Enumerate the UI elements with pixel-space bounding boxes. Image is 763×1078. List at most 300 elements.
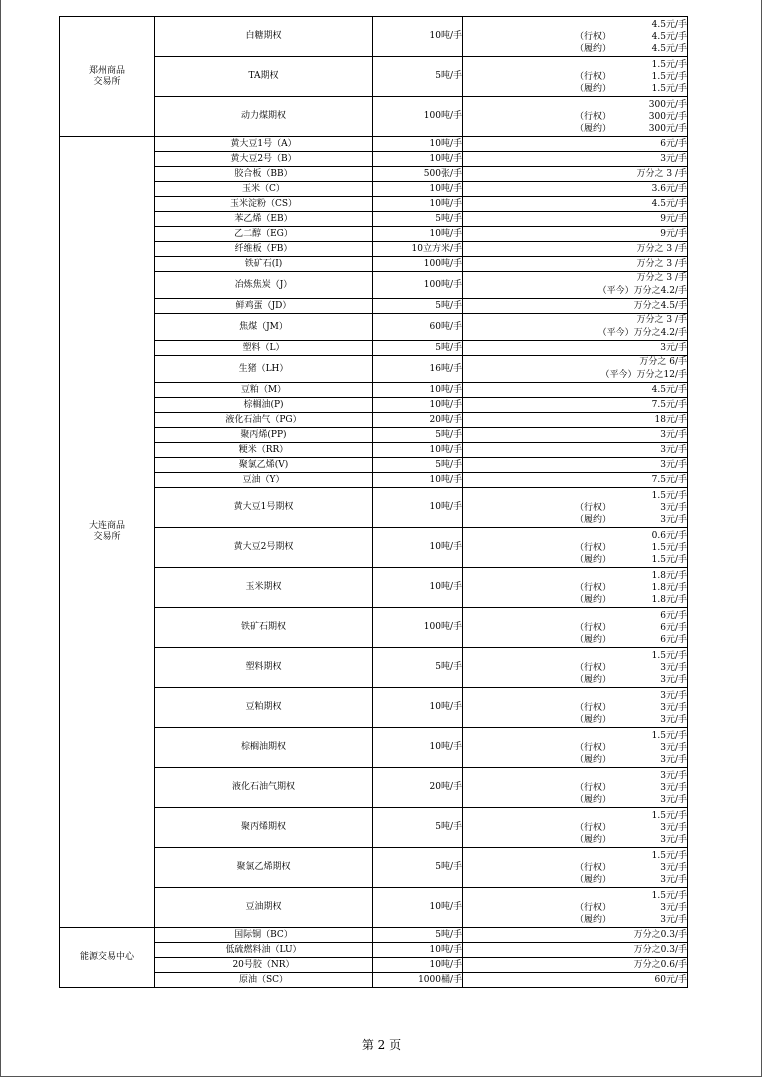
fee-line	[463, 730, 687, 742]
fee-line	[463, 702, 687, 714]
fee-value: 3元/手	[660, 343, 687, 353]
fee-value: 万分之0.6/手	[633, 960, 687, 970]
fee-line	[463, 754, 687, 766]
fee-value: 1.5元/手	[651, 730, 687, 741]
fee-cell	[463, 57, 688, 97]
fee-value: 3元/手	[660, 914, 687, 925]
fee-value: 18元/手	[654, 415, 687, 425]
trading-unit: 10吨/手	[373, 182, 463, 197]
product-name: 豆油（Y）	[155, 473, 373, 488]
trading-unit: 10立方米/手	[373, 242, 463, 257]
fee-type-label: （行权）	[575, 702, 612, 713]
table-row	[60, 958, 688, 973]
trading-unit: 10吨/手	[373, 488, 463, 528]
table-row	[60, 137, 688, 152]
exchange-name-line: 交易所	[93, 532, 121, 542]
fee-value: 6元/手	[660, 634, 687, 645]
fee-line	[463, 674, 687, 686]
fee-value: 300元/手	[648, 111, 687, 122]
fee-cell	[463, 928, 688, 943]
fee-value: 万分之4.5/手	[633, 301, 687, 311]
product-name: 国际铜（BC）	[155, 928, 373, 943]
fee-line	[463, 71, 687, 83]
fee-line	[463, 874, 687, 886]
fee-value: 万分之0.3/手	[633, 930, 687, 940]
fee-value: 6元/手	[660, 622, 687, 633]
fee-value: （平今）万分之4.2/手	[597, 286, 687, 296]
fee-line	[463, 43, 687, 55]
product-name: 动力煤期权	[155, 97, 373, 137]
fee-value: 1.5元/手	[651, 71, 687, 82]
product-name: 黄大豆2号期权	[155, 528, 373, 568]
fee-cell	[463, 608, 688, 648]
fee-value: 3元/手	[660, 674, 687, 685]
table-row	[60, 197, 688, 212]
fee-value: 3元/手	[660, 902, 687, 913]
fee-value: 1.5元/手	[651, 810, 687, 821]
product-name: 粳米（RR）	[155, 443, 373, 458]
exchange-name-line: 郑州商品	[88, 65, 125, 76]
fee-cell	[463, 768, 688, 808]
fee-cell	[463, 443, 688, 458]
trading-unit: 100吨/手	[373, 272, 463, 299]
fee-line	[463, 31, 687, 43]
fee-cell	[463, 728, 688, 768]
product-name: 黄大豆1号（A）	[155, 137, 373, 152]
trading-unit: 10吨/手	[373, 473, 463, 488]
fee-line	[463, 850, 687, 862]
fee-type-label: （履约）	[575, 634, 612, 645]
table-row	[60, 299, 688, 314]
fee-line	[463, 570, 687, 582]
fee-value: 4.5元/手	[651, 199, 687, 209]
product-name: 生猪（LH）	[155, 356, 373, 383]
product-name: 低硫燃料油（LU）	[155, 943, 373, 958]
table-row	[60, 973, 688, 988]
fee-value: 1.5元/手	[651, 542, 687, 553]
trading-unit: 5吨/手	[373, 212, 463, 227]
fee-cell	[463, 152, 688, 167]
fee-value: 6元/手	[660, 139, 687, 149]
trading-unit: 5吨/手	[373, 341, 463, 356]
fee-cell	[463, 528, 688, 568]
fee-value: 1.5元/手	[651, 554, 687, 565]
fee-type-label: （履约）	[575, 83, 612, 94]
product-name: 聚丙烯期权	[155, 808, 373, 848]
fee-value: 300元/手	[648, 123, 687, 134]
fee-value: 3元/手	[660, 874, 687, 885]
fee-cell	[463, 299, 688, 314]
fee-value: （平今）万分之4.2/手	[597, 328, 687, 338]
product-name: 鲜鸡蛋（JD）	[155, 299, 373, 314]
trading-unit: 10吨/手	[373, 227, 463, 242]
product-name: 玉米期权	[155, 568, 373, 608]
table-row	[60, 488, 688, 528]
fee-value: 3元/手	[660, 754, 687, 765]
trading-unit: 5吨/手	[373, 928, 463, 943]
fee-cell	[463, 17, 688, 57]
trading-unit: 5吨/手	[373, 428, 463, 443]
table-row	[60, 473, 688, 488]
trading-unit: 10吨/手	[373, 528, 463, 568]
fee-line	[463, 742, 687, 754]
trading-unit: 10吨/手	[373, 443, 463, 458]
table-row	[60, 528, 688, 568]
fee-cell	[463, 413, 688, 428]
fee-value: 1.5元/手	[651, 59, 687, 70]
fee-line	[463, 123, 687, 135]
table-row	[60, 688, 688, 728]
trading-unit: 10吨/手	[373, 197, 463, 212]
fee-line	[463, 514, 687, 526]
fee-line	[463, 714, 687, 726]
table-row	[60, 242, 688, 257]
product-name: 棕榈油期权	[155, 728, 373, 768]
product-name: 豆粕（M）	[155, 383, 373, 398]
trading-unit: 5吨/手	[373, 848, 463, 888]
trading-unit: 100吨/手	[373, 257, 463, 272]
table-row	[60, 356, 688, 383]
trading-unit: 5吨/手	[373, 57, 463, 97]
fee-cell	[463, 341, 688, 356]
fee-value: 1.5元/手	[651, 650, 687, 661]
product-name: TA期权	[155, 57, 373, 97]
product-name: 胶合板（BB）	[155, 167, 373, 182]
fee-value: 1.5元/手	[651, 490, 687, 501]
product-name: 铁矿石期权	[155, 608, 373, 648]
trading-unit: 10吨/手	[373, 888, 463, 928]
fee-table	[59, 16, 688, 988]
trading-unit: 20吨/手	[373, 413, 463, 428]
fee-line	[463, 530, 687, 542]
product-name: 豆油期权	[155, 888, 373, 928]
product-name: 黄大豆2号（B）	[155, 152, 373, 167]
fee-value: 万分之 3 /手	[636, 273, 687, 283]
table-row	[60, 458, 688, 473]
fee-cell	[463, 272, 688, 299]
table-row	[60, 314, 688, 341]
trading-unit: 500张/手	[373, 167, 463, 182]
fee-line	[463, 794, 687, 806]
fee-cell	[463, 257, 688, 272]
table-row	[60, 152, 688, 167]
table-row	[60, 768, 688, 808]
fee-value: 3元/手	[660, 794, 687, 805]
fee-value: 3元/手	[660, 862, 687, 873]
trading-unit: 5吨/手	[373, 299, 463, 314]
fee-type-label: （行权）	[575, 542, 612, 553]
fee-line	[463, 770, 687, 782]
trading-unit: 10吨/手	[373, 398, 463, 413]
table-row	[60, 413, 688, 428]
fee-value: 3元/手	[660, 445, 687, 455]
table-row	[60, 943, 688, 958]
fee-value: 3元/手	[660, 460, 687, 470]
fee-cell	[463, 227, 688, 242]
product-name: 聚氯乙烯(V)	[155, 458, 373, 473]
fee-type-label: （行权）	[575, 111, 612, 122]
fee-type-label: （行权）	[575, 622, 612, 633]
trading-unit: 10吨/手	[373, 958, 463, 973]
fee-type-label: （履约）	[575, 674, 612, 685]
fee-type-label: （行权）	[575, 822, 612, 833]
fee-line	[463, 502, 687, 514]
product-name: 乙二醇（EG）	[155, 227, 373, 242]
fee-line	[463, 862, 687, 874]
trading-unit: 60吨/手	[373, 314, 463, 341]
fee-cell	[463, 137, 688, 152]
fee-type-label: （履约）	[575, 834, 612, 845]
fee-line	[463, 542, 687, 554]
fee-value: 9元/手	[660, 229, 687, 239]
trading-unit: 10吨/手	[373, 728, 463, 768]
fee-cell	[463, 97, 688, 137]
fee-cell	[463, 167, 688, 182]
fee-cell	[463, 473, 688, 488]
fee-line	[463, 890, 687, 902]
product-name: 玉米（C）	[155, 182, 373, 197]
table-row	[60, 17, 688, 57]
fee-line	[463, 59, 687, 71]
fee-cell	[463, 458, 688, 473]
trading-unit: 10吨/手	[373, 943, 463, 958]
table-row	[60, 428, 688, 443]
trading-unit: 20吨/手	[373, 768, 463, 808]
fee-value: 万分之 3 /手	[636, 169, 687, 179]
table-row	[60, 888, 688, 928]
fee-value: 9元/手	[660, 214, 687, 224]
fee-value: 3元/手	[660, 430, 687, 440]
product-name: 冶炼焦炭（J）	[155, 272, 373, 299]
table-row	[60, 848, 688, 888]
fee-line	[463, 650, 687, 662]
fee-cell	[463, 488, 688, 528]
fee-cell	[463, 383, 688, 398]
trading-unit: 100吨/手	[373, 97, 463, 137]
fee-value: 60元/手	[654, 975, 687, 985]
fee-line	[463, 822, 687, 834]
fee-value: 万分之 3 /手	[636, 244, 687, 254]
fee-value: 4.5元/手	[651, 19, 687, 30]
fee-type-label: （履约）	[575, 754, 612, 765]
table-row	[60, 728, 688, 768]
fee-value: 万分之 3 /手	[636, 315, 687, 325]
product-name: 液化石油气期权	[155, 768, 373, 808]
product-name: 塑料（L）	[155, 341, 373, 356]
fee-value: 3元/手	[660, 154, 687, 164]
product-name: 20号胶（NR）	[155, 958, 373, 973]
table-row	[60, 167, 688, 182]
table-row	[60, 272, 688, 299]
fee-value: 4.5元/手	[651, 31, 687, 42]
fee-type-label: （履约）	[575, 514, 612, 525]
trading-unit: 10吨/手	[373, 152, 463, 167]
fee-value: 1.5元/手	[651, 890, 687, 901]
fee-value: 3.6元/手	[651, 184, 687, 194]
fee-line	[463, 782, 687, 794]
fee-type-label: （履约）	[575, 43, 612, 54]
fee-value: 4.5元/手	[651, 43, 687, 54]
table-row	[60, 443, 688, 458]
fee-value: 万分之 3 /手	[636, 259, 687, 269]
fee-line	[463, 902, 687, 914]
trading-unit: 100吨/手	[373, 608, 463, 648]
table-row	[60, 568, 688, 608]
fee-line	[463, 610, 687, 622]
trading-unit: 10吨/手	[373, 688, 463, 728]
exchange-name-line: 能源交易中心	[79, 952, 134, 962]
fee-value: （平今）万分之12/手	[600, 370, 687, 380]
fee-type-label: （行权）	[575, 582, 612, 593]
fee-cell	[463, 314, 688, 341]
fee-cell	[463, 182, 688, 197]
exchange-name	[60, 928, 155, 988]
fee-value: 3元/手	[660, 702, 687, 713]
trading-unit: 10吨/手	[373, 568, 463, 608]
product-name: 聚丙烯(PP)	[155, 428, 373, 443]
exchange-name	[60, 17, 155, 137]
fee-cell	[463, 808, 688, 848]
fee-line	[463, 19, 687, 31]
fee-value: 4.5元/手	[651, 385, 687, 395]
product-name: 焦煤（JM）	[155, 314, 373, 341]
fee-cell	[463, 212, 688, 227]
table-row	[60, 97, 688, 137]
trading-unit: 1000桶/手	[373, 973, 463, 988]
fee-type-label: （行权）	[575, 662, 612, 673]
fee-value: 3元/手	[660, 662, 687, 673]
fee-cell	[463, 648, 688, 688]
fee-line	[463, 662, 687, 674]
fee-cell	[463, 943, 688, 958]
fee-type-label: （履约）	[575, 554, 612, 565]
fee-cell	[463, 568, 688, 608]
fee-cell	[463, 958, 688, 973]
fee-value: 3元/手	[660, 690, 687, 701]
fee-type-label: （履约）	[575, 914, 612, 925]
fee-value: 6元/手	[660, 610, 687, 621]
trading-unit: 5吨/手	[373, 808, 463, 848]
product-name: 白糖期权	[155, 17, 373, 57]
table-row	[60, 398, 688, 413]
fee-value: 0.6元/手	[651, 530, 687, 541]
fee-value: 3元/手	[660, 502, 687, 513]
fee-value: 300元/手	[648, 99, 687, 110]
table-row	[60, 182, 688, 197]
fee-value: 3元/手	[660, 742, 687, 753]
product-name: 豆粕期权	[155, 688, 373, 728]
fee-type-label: （履约）	[575, 874, 612, 885]
table-row	[60, 808, 688, 848]
product-name: 玉米淀粉（CS）	[155, 197, 373, 212]
fee-value: 万分之 6/手	[639, 357, 687, 367]
page-number: 第 2 页	[361, 1038, 402, 1052]
fee-value: 1.8元/手	[651, 582, 687, 593]
fee-line	[463, 622, 687, 634]
trading-unit: 10吨/手	[373, 383, 463, 398]
fee-value: 1.8元/手	[651, 594, 687, 605]
fee-value: 3元/手	[660, 822, 687, 833]
exchange-name-line: 交易所	[93, 76, 121, 87]
product-name: 原油（SC）	[155, 973, 373, 988]
fee-cell	[463, 428, 688, 443]
fee-line	[463, 834, 687, 846]
trading-unit: 5吨/手	[373, 458, 463, 473]
exchange-name-line: 大连商品	[88, 521, 125, 531]
fee-value: 3元/手	[660, 514, 687, 525]
trading-unit: 10吨/手	[373, 17, 463, 57]
trading-unit: 10吨/手	[373, 137, 463, 152]
fee-type-label: （行权）	[575, 902, 612, 913]
fee-cell	[463, 848, 688, 888]
trading-unit: 16吨/手	[373, 356, 463, 383]
fee-type-label: （行权）	[575, 782, 612, 793]
fee-line	[463, 111, 687, 123]
fee-type-label: （行权）	[575, 71, 612, 82]
fee-cell	[463, 197, 688, 212]
fee-cell	[463, 356, 688, 383]
fee-line	[463, 582, 687, 594]
fee-type-label: （行权）	[575, 31, 612, 42]
table-row	[60, 57, 688, 97]
product-name: 聚氯乙烯期权	[155, 848, 373, 888]
fee-cell	[463, 888, 688, 928]
fee-line	[463, 810, 687, 822]
fee-cell	[463, 973, 688, 988]
table-row	[60, 227, 688, 242]
exchange-name	[60, 137, 155, 928]
fee-cell	[463, 242, 688, 257]
product-name: 黄大豆1号期权	[155, 488, 373, 528]
table-row	[60, 212, 688, 227]
fee-type-label: （履约）	[575, 123, 612, 134]
fee-value: 1.5元/手	[651, 83, 687, 94]
product-name: 铁矿石(I)	[155, 257, 373, 272]
fee-type-label: （履约）	[575, 794, 612, 805]
table-row	[60, 383, 688, 398]
product-name: 液化石油气（PG）	[155, 413, 373, 428]
trading-unit: 5吨/手	[373, 648, 463, 688]
fee-line	[463, 594, 687, 606]
fee-cell	[463, 688, 688, 728]
fee-value: 7.5元/手	[651, 475, 687, 485]
table-row	[60, 608, 688, 648]
fee-type-label: （行权）	[575, 862, 612, 873]
fee-line	[463, 490, 687, 502]
fee-type-label: （履约）	[575, 594, 612, 605]
fee-type-label: （履约）	[575, 714, 612, 725]
fee-value: 万分之0.3/手	[633, 945, 687, 955]
fee-line	[463, 99, 687, 111]
fee-value: 3元/手	[660, 770, 687, 781]
product-name: 棕榈油(P)	[155, 398, 373, 413]
fee-line	[463, 83, 687, 95]
fee-line	[463, 690, 687, 702]
fee-line	[463, 914, 687, 926]
fee-type-label: （行权）	[575, 742, 612, 753]
table-row	[60, 341, 688, 356]
fee-value: 1.5元/手	[651, 850, 687, 861]
fee-value: 3元/手	[660, 834, 687, 845]
fee-value: 3元/手	[660, 782, 687, 793]
fee-value: 7.5元/手	[651, 400, 687, 410]
fee-cell	[463, 398, 688, 413]
fee-value: 3元/手	[660, 714, 687, 725]
product-name: 苯乙烯（EB）	[155, 212, 373, 227]
fee-line	[463, 634, 687, 646]
fee-value: 1.8元/手	[651, 570, 687, 581]
product-name: 塑料期权	[155, 648, 373, 688]
